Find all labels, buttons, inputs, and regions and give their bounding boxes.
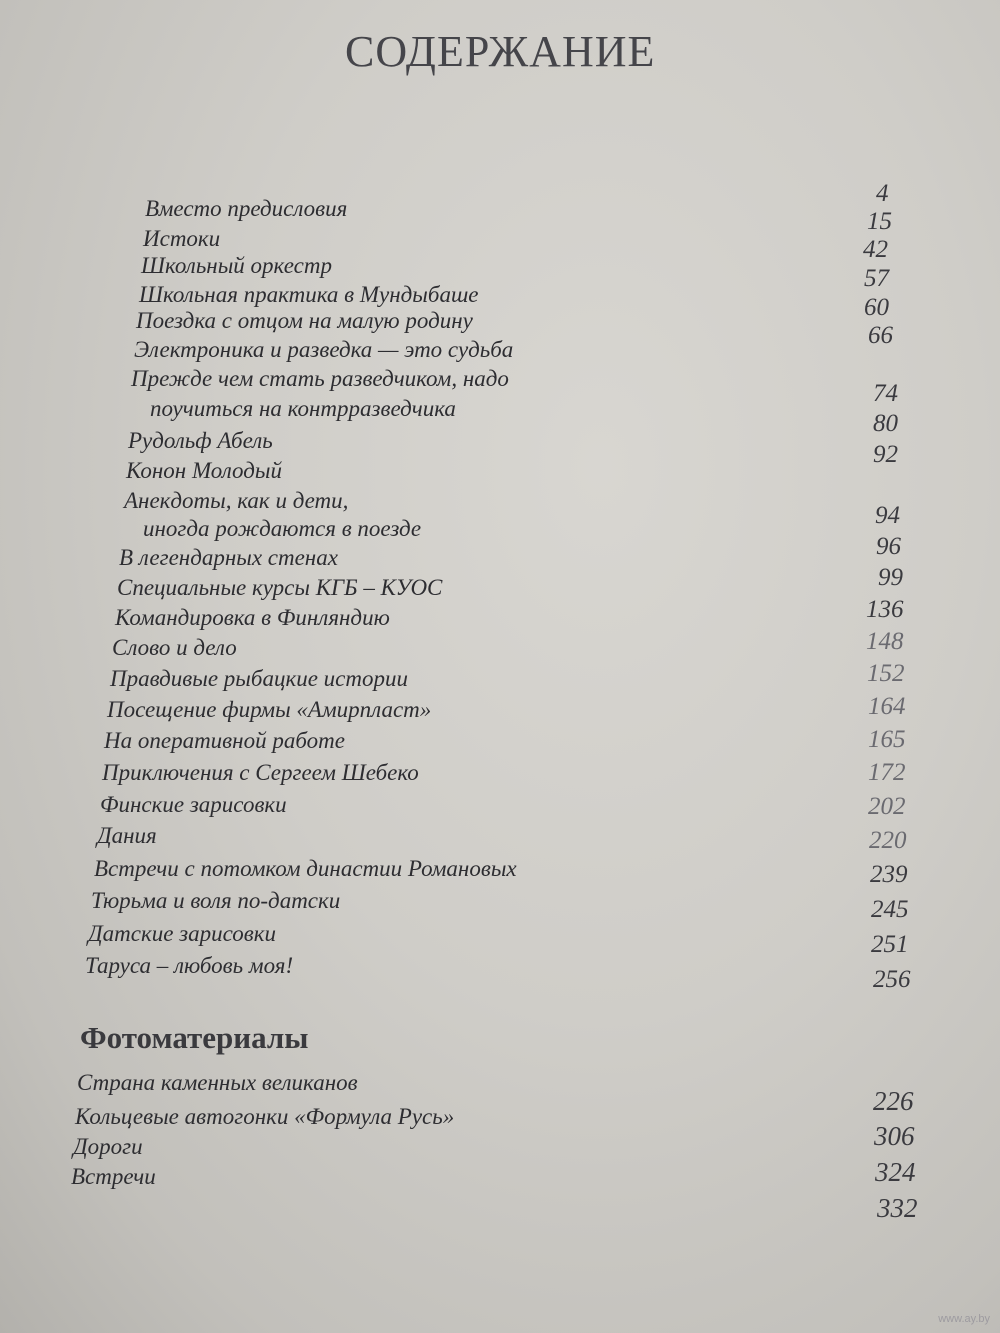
toc-entry: Школьная практика в Мундыбаше xyxy=(139,282,479,307)
page-title: СОДЕРЖАНИЕ xyxy=(345,27,656,76)
page-number: 57 xyxy=(864,265,889,292)
page-number: 226 xyxy=(873,1086,914,1116)
page-number: 4 xyxy=(876,180,889,207)
page-number: 332 xyxy=(877,1193,918,1223)
page-number: 60 xyxy=(864,294,889,321)
page-number: 94 xyxy=(875,502,900,529)
page-number: 324 xyxy=(875,1157,916,1187)
page-number: 148 xyxy=(866,628,904,655)
watermark: www.ay.by xyxy=(938,1313,990,1325)
toc-entry: Слово и дело xyxy=(112,635,237,660)
toc-entry: Дания xyxy=(97,823,157,848)
photo-entry: Дороги xyxy=(73,1134,143,1159)
toc-entry: Специальные курсы КГБ – КУОС xyxy=(117,575,443,600)
toc-entry: Финские зарисовки xyxy=(100,792,287,817)
section-heading: Фотоматериалы xyxy=(80,1020,309,1055)
toc-entry: Приключения с Сергеем Шебеко xyxy=(102,760,419,785)
page-number: 136 xyxy=(866,596,904,623)
toc-entry: иногда рождаются в поезде xyxy=(143,516,422,541)
page-number: 256 xyxy=(873,966,911,993)
page-number: 96 xyxy=(876,533,901,560)
page-number: 80 xyxy=(873,410,898,437)
toc-entry: Истоки xyxy=(143,226,221,251)
toc-entry: В легендарных стенах xyxy=(119,545,338,570)
toc-entry: Электроника и разведка — это судьба xyxy=(134,337,514,362)
page-number: 220 xyxy=(869,827,907,854)
toc-entry: поучиться на контрразведчика xyxy=(150,396,456,421)
page-number: 15 xyxy=(867,208,892,235)
toc-entry: Вместо предисловия xyxy=(145,196,348,221)
toc-entry: Встречи с потомком династии Романовых xyxy=(94,856,517,881)
page-number: 42 xyxy=(863,236,888,263)
toc-entry: Таруса – любовь моя! xyxy=(85,953,294,978)
toc-entry: Анекдоты, как и дети, xyxy=(124,488,349,513)
toc-entry: Конон Молодый xyxy=(126,458,282,483)
toc-entry: Школьный оркестр xyxy=(141,253,332,278)
page-number: 66 xyxy=(868,322,893,349)
toc-entry: Командировка в Финляндию xyxy=(115,605,390,630)
page-number: 165 xyxy=(868,726,906,753)
toc-entry: Посещение фирмы «Амирпласт» xyxy=(107,697,432,722)
page-number: 245 xyxy=(871,896,909,923)
page-number: 164 xyxy=(868,693,906,720)
toc-entry: Поездка с отцом на малую родину xyxy=(136,308,473,333)
photo-entry: Кольцевые автогонки «Формула Русь» xyxy=(75,1104,455,1129)
toc-entry: Тюрьма и воля по-датски xyxy=(91,888,341,913)
toc-entry: На оперативной работе xyxy=(104,728,345,753)
page-number: 92 xyxy=(873,441,898,468)
page-number: 251 xyxy=(871,931,909,958)
toc-entry: Рудольф Абель xyxy=(128,428,273,453)
photo-entry: Встречи xyxy=(71,1164,156,1189)
page-number: 202 xyxy=(868,793,906,820)
toc-entry: Прежде чем стать разведчиком, надо xyxy=(131,366,509,391)
toc-entry: Правдивые рыбацкие истории xyxy=(110,666,408,691)
page-number: 152 xyxy=(867,660,905,687)
page-number: 99 xyxy=(878,564,903,591)
photo-entry: Страна каменных великанов xyxy=(77,1070,358,1095)
page-number: 306 xyxy=(874,1121,915,1151)
toc-entry: Датские зарисовки xyxy=(88,921,277,946)
page-number: 172 xyxy=(868,759,906,786)
page-number: 74 xyxy=(873,380,898,407)
page-number: 239 xyxy=(870,861,908,888)
